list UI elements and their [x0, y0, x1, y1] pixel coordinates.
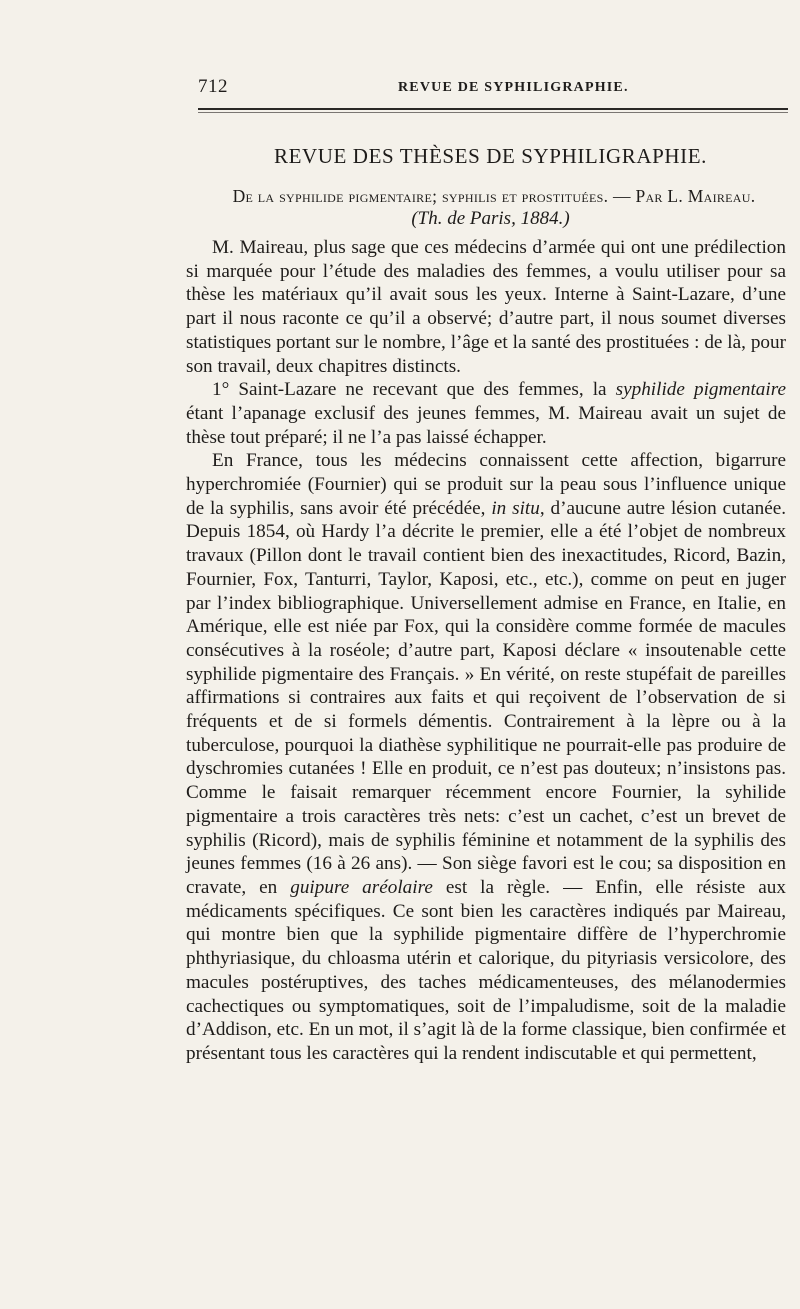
article-source: (Th. de Paris, 1884.)	[411, 208, 570, 229]
italic-term: syphilide pigmentaire	[615, 379, 786, 401]
italic-term: in situ	[491, 497, 540, 519]
paragraph-1: M. Maireau, plus sage que ces médecins d’armée qui ont une prédilection si marquée pour l’étude des maladies des femmes, a voulu utiliser pour sa thèse les matériaux qu’il avait sous les yeux. Interne à Saint-Lazare, d’une part il nous raconte ce qu’il a observé; d’autre part, il nous soumet diverses statistiques portant sur le nombre, l’âge et la santé des prostituées : de là, pour son travail, deux chapitres distincts.	[186, 237, 786, 377]
article-body	[186, 236, 786, 1066]
running-title: REVUE DE SYPHILIGRAPHIE.	[398, 80, 629, 95]
paragraph-2: 1° Saint-Lazare ne recevant que des femmes, la syphilide pigmentaire étant l’apanage exclusif des jeunes femmes, M. Maireau avait un sujet de thèse tout préparé; il ne l’a pas laissé échapper.	[186, 379, 786, 448]
article-title: De la syphilide pigmentaire; syphilis et prostituées. — Par L. Maireau.	[232, 186, 756, 206]
page-number: 712	[198, 76, 228, 97]
running-head	[198, 68, 783, 98]
header-rule-thin	[198, 112, 788, 113]
italic-term: guipure aréolaire	[290, 876, 433, 898]
paragraph-3: En France, tous les médecins connaissent cette affection, bigarrure hyperchromiée (Fournier) qui se produit sur la peau sous l’influence unique de la syphilis, sans avoir été précédée, in situ, d’aucune autre lésion cutanée. Depuis 1854, où Hardy l’a décrite le premier, elle a été l’objet de nombreux travaux (Pillon dont le travail contient bien des inexactitudes, Ricord, Bazin, Fournier, Fox, Tanturri, Taylor, Kaposi, etc., etc.), comme on peut en juger par l’index bibliographique. Universellement admise en France, en Italie, en Amérique, elle est niée par Fox, qui la considère comme formée de macules consécutives à la roséole; d’autre part, Kaposi déclare « insoutenable cette syphilide pigmentaire des Français. » En vérité, on reste stupéfait de pareilles affirmations si contraires aux faits et qui reçoivent de l’observation de si fréquents et de si formels démentis. Contrairement à la lèpre ou à la tuberculose, pourquoi la diathèse syphilitique ne pourrait-elle pas produire de dyschromies cutanées ! Elle en produit, ce n’est pas douteux; n’insistons pas. Comme le faisait remarquer récemment encore Fournier, la syhilide pigmentaire a trois caractères très nets: c’est un cachet, c’est un brevet de syphilis (Ricord), mais de syphilis féminine et notamment de la syphilis des jeunes femmes (16 à 26 ans). — Son siège favori est le cou; sa disposition en cravate, en guipure aréolaire est la règle. — Enfin, elle résiste aux médicaments spécifiques. Ce sont bien les caractères indiqués par Maireau, qui montre bien que la syphilide pigmentaire diffère de l’hyperchromie phthyriasique, du chloasma utérin et calorique, du pityriasis versicolore, des macules postéruptives, des taches médicamenteuses, des mélanodermies cachectiques ou symptomatiques, soit de l’impaludisme, soit de la maladie d’Addison, etc. En un mot, il s’agit là de la forme classique, bien confirmée et présentant tous les caractères qui la rendent indiscutable et qui permettent,	[186, 450, 787, 1064]
header-rule	[198, 108, 788, 110]
section-title: REVUE DES THÈSES DE SYPHILIGRAPHIE.	[273, 144, 708, 168]
